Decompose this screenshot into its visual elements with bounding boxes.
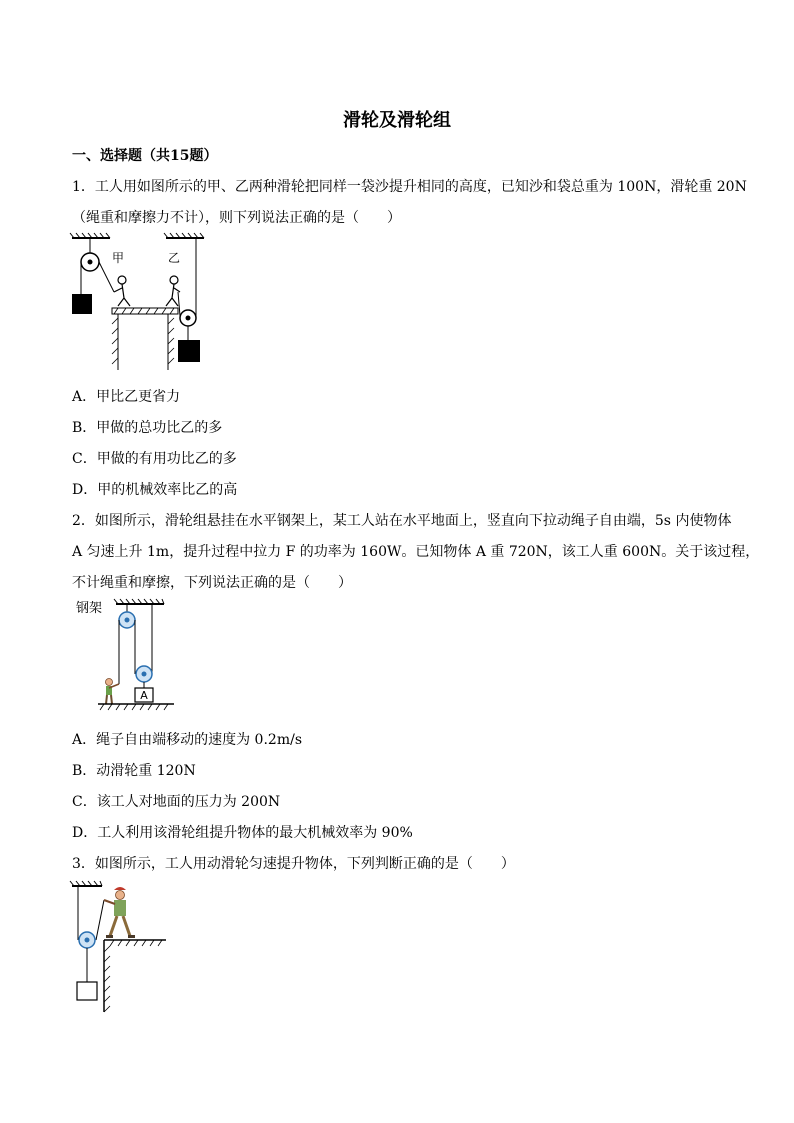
- q1-stem-line1: 1．工人用如图所示的甲、乙两种滑轮把同样一袋沙提升相同的高度，已知沙和袋总重为 100N，滑轮重 20N: [72, 179, 747, 195]
- q1-worker-right: [166, 276, 180, 306]
- q1-label-yi: 乙: [168, 251, 181, 265]
- q2-label-frame: 钢架: [76, 601, 103, 616]
- q1-figure: [68, 232, 208, 372]
- q3-box: [77, 982, 97, 1000]
- q1-weight-right: [178, 340, 200, 362]
- q1-option-c: C．甲做的有用功比乙的多: [72, 451, 237, 467]
- q3-figure: [68, 878, 168, 1014]
- q2-box-label: A: [140, 689, 148, 702]
- q1-worker-left: [114, 276, 130, 306]
- q3-worker: [104, 887, 135, 938]
- section-heading: 一、选择题（共15题）: [72, 148, 218, 164]
- q1-weight-left: [72, 294, 92, 314]
- q2-stem-line2: A 匀速上升 1m，提升过程中拉力 F 的功率为 160W。已知物体 A 重 720N，该工人重 600N。关于该过程，: [72, 544, 760, 560]
- q2-option-b: B．动滑轮重 120N: [72, 763, 196, 779]
- q1-option-d: D．甲的机械效率比乙的高: [72, 482, 238, 498]
- q2-worker: [106, 679, 120, 705]
- q1-option-a: A．甲比乙更省力: [72, 389, 181, 405]
- q3-stem-line1: 3．如图所示，工人用动滑轮匀速提升物体，下列判断正确的是（ ）: [72, 856, 515, 872]
- q2-option-a: A．绳子自由端移动的速度为 0.2m/s: [72, 732, 303, 748]
- q1-stem-line2: （绳重和摩擦力不计），则下列说法正确的是（ ）: [72, 210, 401, 226]
- q2-option-c: C．该工人对地面的压力为 200N: [72, 794, 281, 810]
- q2-figure: [74, 596, 184, 718]
- q2-option-d: D．工人利用该滑轮组提升物体的最大机械效率为 90%: [72, 825, 413, 841]
- q2-stem-line3: 不计绳重和摩擦，下列说法正确的是（ ）: [72, 575, 352, 591]
- page-title: 滑轮及滑轮组: [343, 110, 451, 131]
- q1-option-b: B．甲做的总功比乙的多: [72, 420, 223, 436]
- q1-label-jia: 甲: [112, 251, 125, 265]
- q2-stem-line1: 2．如图所示，滑轮组悬挂在水平钢架上，某工人站在水平地面上，竖直向下拉动绳子自由端，5s 内使物体: [72, 513, 732, 529]
